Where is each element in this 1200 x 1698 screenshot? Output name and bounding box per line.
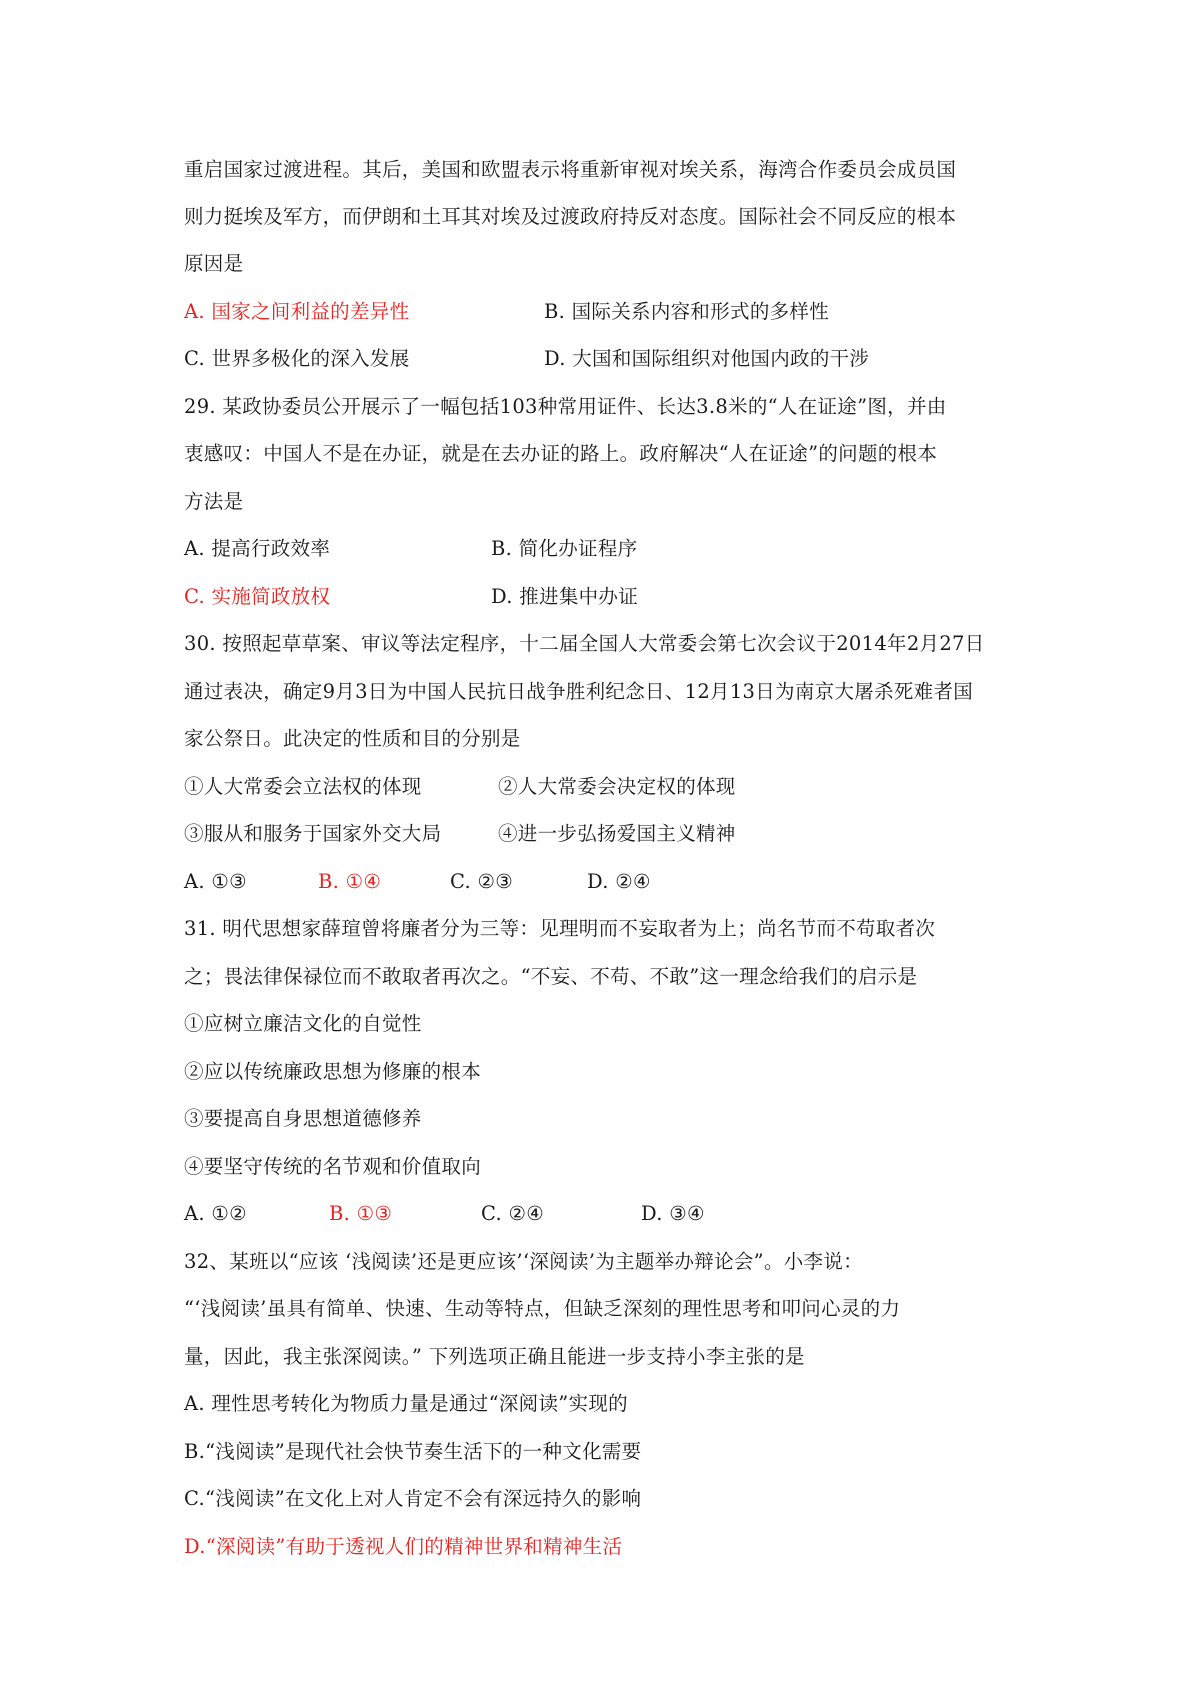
q31-option-b-answer: B. ①③ <box>329 1202 393 1225</box>
q31-option-a: A. ①② <box>184 1202 247 1225</box>
q30-stem-line-3: 家公祭日。此决定的性质和目的分别是 <box>184 727 521 750</box>
q31-option-c: C. ②④ <box>481 1202 545 1225</box>
q31-item-1: ①应树立廉洁文化的自觉性 <box>184 1012 422 1035</box>
q30-stem-line-2: 通过表决，确定9月3日为中国人民抗日战争胜利纪念日、12月13日为南京大屠杀死难者国 <box>184 680 974 703</box>
q28-option-c: C. 世界多极化的深入发展 <box>184 347 410 370</box>
q31-item-4: ④要坚守传统的名节观和价值取向 <box>184 1155 482 1178</box>
q30-item-3: ③服从和服务于国家外交大局 <box>184 822 442 845</box>
q30-option-b-answer: B. ①④ <box>318 870 382 893</box>
q29-option-c-answer: C. 实施简政放权 <box>184 585 331 608</box>
q29-stem-line-2: 衷感叹：中国人不是在办证，就是在去办证的路上。政府解决“人在证途”的问题的根本 <box>184 442 938 465</box>
q29-option-b: B. 简化办证程序 <box>491 537 638 560</box>
q29-option-d: D. 推进集中办证 <box>491 585 639 608</box>
q29-stem-line-3: 方法是 <box>184 490 244 513</box>
q32-option-b: B.“浅阅读”是现代社会快节奏生活下的一种文化需要 <box>184 1440 642 1463</box>
q32-option-a: A. 理性思考转化为物质力量是通过“深阅读”实现的 <box>184 1392 628 1415</box>
q31-stem-line-1: 31. 明代思想家薛瑄曾将廉者分为三等：见理明而不妄取者为上；尚名节而不苟取者次 <box>184 917 936 940</box>
q32-stem-line-2: “‘浅阅读’虽具有简单、快速、生动等特点，但缺乏深刻的理性思考和叩问心灵的力 <box>184 1297 901 1320</box>
q31-stem-line-2: 之；畏法律保禄位而不敢取者再次之。“不妄、不苟、不敢”这一理念给我们的启示是 <box>184 965 918 988</box>
q32-option-c: C.“浅阅读”在文化上对人肯定不会有深远持久的影响 <box>184 1487 642 1510</box>
q29-option-a: A. 提高行政效率 <box>184 537 331 560</box>
q32-stem-line-1: 32、某班以“应该 ‘浅阅读’还是更应该’‘深阅读’为主题举办辩论会”。小李说： <box>184 1250 863 1273</box>
q32-stem-line-3: 量，因此，我主张深阅读。” 下列选项正确且能进一步支持小李主张的是 <box>184 1345 805 1368</box>
q30-item-1: ①人大常委会立法权的体现 <box>184 775 422 798</box>
q28-stem-line-1: 重启国家过渡进程。其后，美国和欧盟表示将重新审视对埃关系，海湾合作委员会成员国 <box>184 158 957 181</box>
q30-item-4: ④进一步弘扬爱国主义精神 <box>498 822 736 845</box>
q30-option-a: A. ①③ <box>184 870 247 893</box>
q32-option-d-answer: D.“深阅读”有助于透视人们的精神世界和精神生活 <box>184 1535 623 1558</box>
q29-stem-line-1: 29. 某政协委员公开展示了一幅包括103种常用证件、长达3.8米的“人在证途”图，并由 <box>184 395 947 418</box>
q30-item-2: ②人大常委会决定权的体现 <box>498 775 736 798</box>
q30-stem-line-1: 30. 按照起草草案、审议等法定程序，十二届全国人大常委会第七次会议于2014年2月27日 <box>184 632 985 655</box>
q31-option-d: D. ③④ <box>641 1202 705 1225</box>
q31-item-2: ②应以传统廉政思想为修廉的根本 <box>184 1060 482 1083</box>
q28-stem-line-3: 原因是 <box>184 252 244 275</box>
q30-option-d: D. ②④ <box>587 870 651 893</box>
q28-option-d: D. 大国和国际组织对他国内政的干涉 <box>544 347 870 370</box>
q28-option-b: B. 国际关系内容和形式的多样性 <box>544 300 830 323</box>
q31-item-3: ③要提高自身思想道德修养 <box>184 1107 422 1130</box>
q28-stem-line-2: 则力挺埃及军方，而伊朗和土耳其对埃及过渡政府持反对态度。国际社会不同反应的根本 <box>184 205 957 228</box>
q28-option-a-answer: A. 国家之间利益的差异性 <box>184 300 410 323</box>
q30-option-c: C. ②③ <box>450 870 514 893</box>
